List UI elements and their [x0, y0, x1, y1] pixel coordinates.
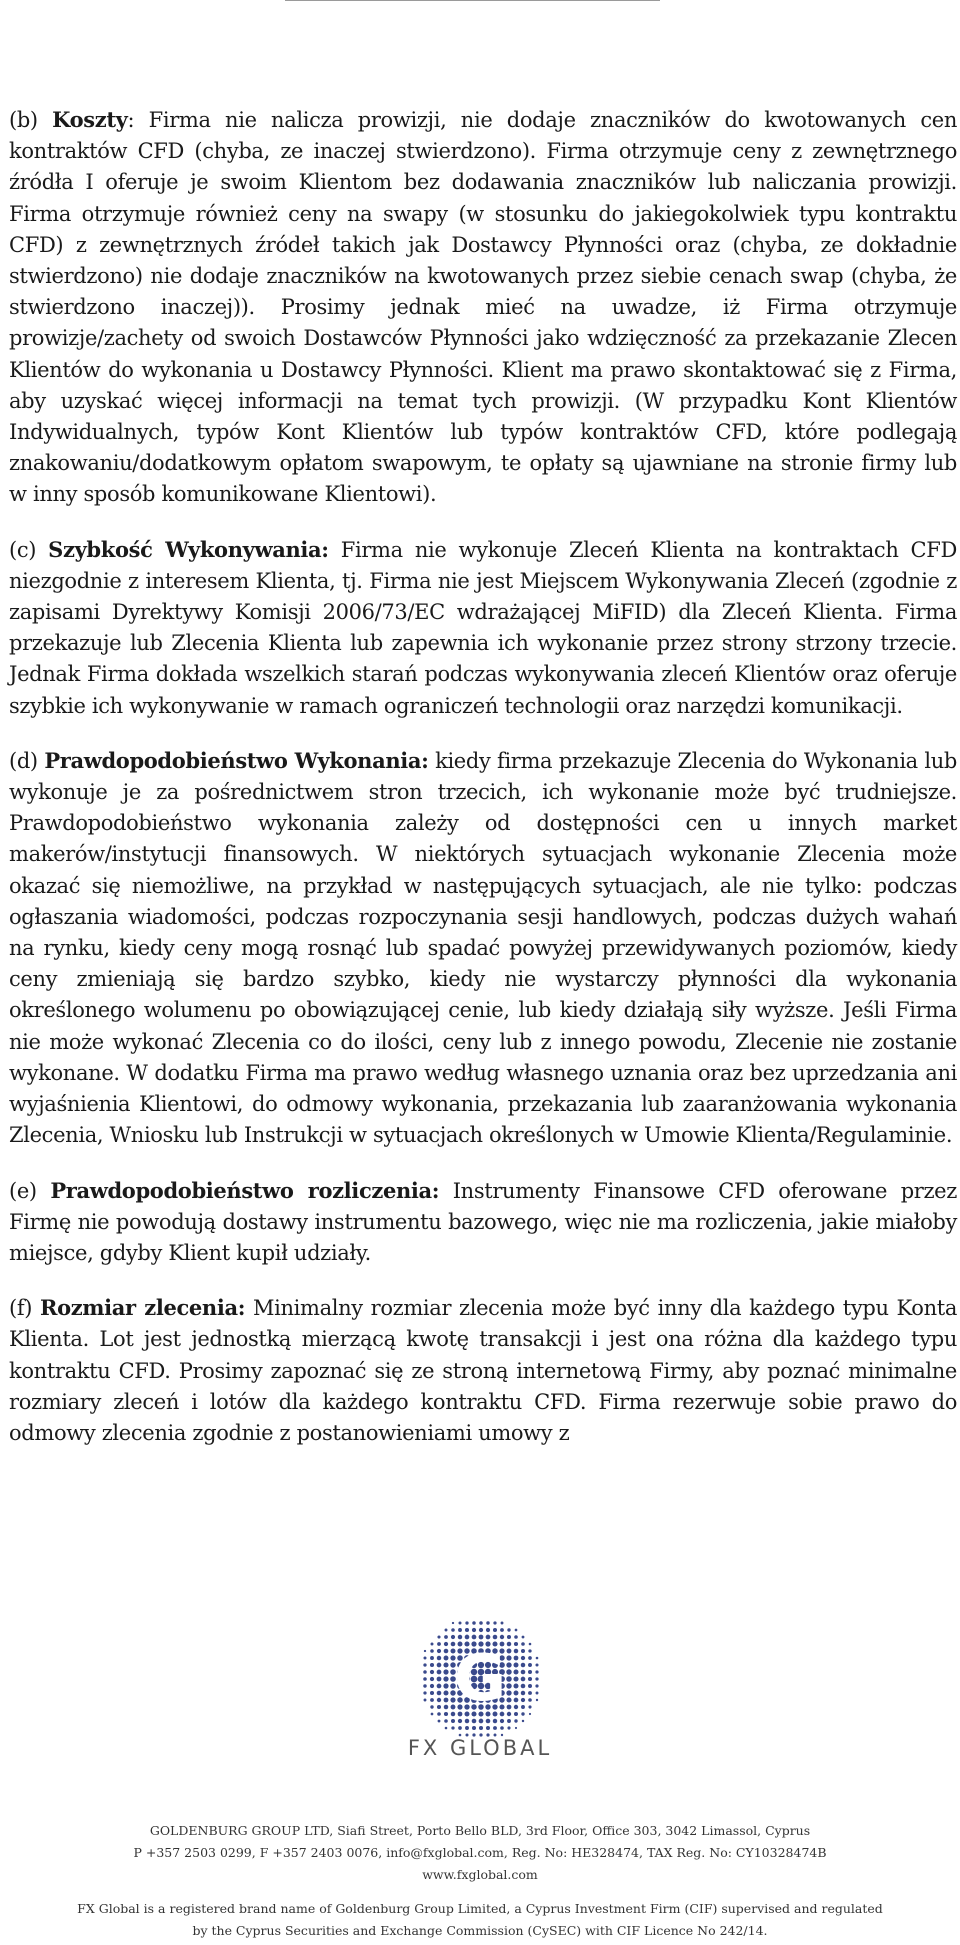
logo-dot: [486, 1628, 490, 1632]
logo-dot: [444, 1642, 448, 1646]
document-body: [9, 104, 957, 1472]
logo-dot: [506, 1683, 511, 1688]
logo-dot: [465, 1719, 470, 1724]
logo-dot: [507, 1649, 512, 1654]
logo-dot: [514, 1649, 519, 1654]
logo-dot: [430, 1698, 434, 1702]
footer-address: [0, 1820, 960, 1886]
logo-dot: [445, 1629, 448, 1632]
logo-dot: [430, 1677, 434, 1681]
logo-dot: [458, 1726, 462, 1730]
logo-dot: [521, 1656, 525, 1660]
logo-dot: [507, 1628, 510, 1631]
paragraph-text: kiedy firma przekazuje Zlecenia do Wykonania lub wykonuje je za pośrednictwem stron trzecich, ich wykonanie może być trudniejsze. Prawdopodobieństwo wykonania zależy od dostępności cen u innych market makerów/instytucji finansowych. W niektórych sytuacjach wykonanie Zlecenia może okazać się niemożliwe, na przykład w następujących sytuacjach, ale nie tylko: podczas ogłaszania wiadomości, podczas rozpoczynania sesji handlowych, podczas dużych wahań na rynku, kiedy ceny mogą rosnąć lub spadać powyżej przewidywanych poziomów, kiedy ceny zmieniają się bardzo szybko, kiedy nie wystarczy płynności dla wykonania określonego wolumenu po obowiązującej cenie, lub kiedy działają siły wyższe. Jeśli Firma nie może wykonać Zlecenia co do ilości, ceny lub z innego powodu, Zlecenie nie zostanie wykonane. W dodatku Firma ma prawo według własnego uznania oraz bez uprzedzania ani wyjaśnienia Klientowi, do odmowy wykonania, przekazania lub zaaranżowania wykonania Zlecenia, Wniosku lub Instrukcji w sytuacjach określonych w Umowie Klienta/Regulaminie.: [9, 748, 958, 1148]
paragraph-text: Instrumenty Finansowe CFD oferowane przez Firmę nie powodują dostawy instrumentu bazowego, więc nie ma rozliczenia, jakie miałoby miejsce, gdyby Klient kupił udziały.: [9, 1178, 957, 1265]
logo-dot: [507, 1705, 512, 1710]
logo-dot: [443, 1683, 448, 1688]
logo-dot: [486, 1635, 491, 1640]
logo-dot: [514, 1719, 517, 1722]
logo-dot: [486, 1719, 491, 1724]
logo-dot: [444, 1705, 449, 1710]
logo-dot: [506, 1676, 512, 1682]
logo-dot: [506, 1662, 511, 1667]
logo-dot: [437, 1691, 442, 1696]
logo-dot: [528, 1663, 532, 1667]
logo-dot: [514, 1691, 519, 1696]
logo-dot: [506, 1655, 511, 1660]
logo-dot: [437, 1670, 442, 1675]
footer-address-line: GOLDENBURG GROUP LTD, Siafi Street, Porto Bello BLD, 3rd Floor, Office 303, 3042 Limassol, Cyprus: [149, 1823, 811, 1838]
footer-regulatory-line: FX Global is a registered brand name of Goldenburg Group Limited, a Cyprus Investment Firm (CIF) supervised and regulated: [77, 1901, 883, 1916]
logo-dot: [528, 1649, 531, 1652]
paragraph-prefix: (e): [9, 1178, 51, 1203]
paragraph-heading: Rozmiar zlecenia:: [39, 1295, 246, 1321]
logo-dot: [452, 1622, 454, 1624]
logo-dot: [444, 1649, 449, 1654]
logo-dot: [431, 1713, 434, 1716]
logo-dot: [507, 1719, 511, 1723]
logo-dot: [521, 1691, 525, 1695]
logo-dot: [444, 1712, 448, 1716]
logo-dot: [423, 1663, 426, 1666]
logo-dot: [528, 1691, 532, 1695]
paragraph-execution-speed: [9, 534, 957, 722]
logo-dot: [528, 1698, 532, 1702]
logo-dot: [500, 1635, 504, 1639]
logo-dot: [528, 1656, 532, 1660]
logo-dot: [430, 1656, 434, 1660]
footer-regulatory: [0, 1898, 960, 1942]
logo-dot: [430, 1649, 434, 1653]
logo-dot: [437, 1663, 442, 1668]
logo-dot: [535, 1663, 538, 1666]
footer-contact-line: P +357 2503 0299, F +357 2403 0076, info@fxglobal.com, Reg. No: HE328474, TAX Reg. No: CY10328474B: [133, 1845, 827, 1860]
paragraph-prefix: (f): [9, 1296, 40, 1321]
logo-dot: [521, 1712, 524, 1715]
logo-dot: [431, 1643, 434, 1646]
logo-dot: [514, 1712, 518, 1716]
footer-website-link[interactable]: www.fxglobal.com: [422, 1867, 538, 1882]
logo-dot: [493, 1628, 497, 1632]
logo-dot: [472, 1621, 476, 1625]
paragraph-costs: [9, 104, 957, 511]
logo-dot: [515, 1727, 517, 1729]
logo-dot: [472, 1726, 476, 1730]
logo-dot: [430, 1691, 434, 1695]
logo-letter: G: [453, 1642, 507, 1716]
logo-dot: [437, 1712, 441, 1716]
logo-dot: [501, 1622, 504, 1625]
logo-dot: [465, 1726, 469, 1730]
logo-dot: [486, 1621, 489, 1624]
logo-dot: [451, 1635, 455, 1639]
logo-dot: [493, 1726, 497, 1730]
logo-dot: [479, 1726, 483, 1730]
paragraph-prefix: (b): [9, 108, 53, 132]
logo-dot: [493, 1719, 497, 1723]
paragraph-settlement-likelihood: [9, 1175, 957, 1270]
logo-dot: [513, 1669, 518, 1674]
logo-dot: [465, 1628, 469, 1632]
paragraph-order-size: [9, 1292, 957, 1449]
logo-dot: [513, 1676, 518, 1681]
paragraph-prefix: (c): [9, 537, 49, 562]
logo-dot: [521, 1705, 525, 1709]
logo-dot: [522, 1636, 525, 1639]
logo-dot: [458, 1719, 462, 1723]
logo-dot: [458, 1635, 462, 1639]
logo-dot: [423, 1677, 427, 1681]
logo-dot: [529, 1713, 531, 1715]
paragraph-heading: Prawdopodobieństwo rozliczenia:: [50, 1177, 440, 1203]
logo-dot: [472, 1635, 477, 1640]
logo-dot: [535, 1670, 538, 1673]
logo-dot: [465, 1621, 468, 1624]
logo-dot: [514, 1698, 519, 1703]
logo-dot: [514, 1635, 518, 1639]
logo-wordmark: FX GLOBAL: [407, 1736, 553, 1760]
logo-dot: [493, 1621, 496, 1624]
logo-dot: [430, 1663, 434, 1667]
logo-dot: [528, 1677, 532, 1681]
logo-dot: [536, 1699, 538, 1701]
logo-dot: [521, 1649, 525, 1653]
logo-dot: [514, 1705, 518, 1709]
logo-dot: [514, 1656, 519, 1661]
logo-dot: [514, 1663, 519, 1668]
logo-dot: [444, 1635, 448, 1639]
logo-dot: [500, 1628, 504, 1632]
logo-dot: [443, 1669, 448, 1674]
logo-dot: [521, 1684, 526, 1689]
logo-dot: [430, 1705, 433, 1708]
logo-dot: [438, 1720, 441, 1723]
logo-dot: [536, 1657, 539, 1660]
logo-dot: [423, 1684, 426, 1687]
logo-dot: [529, 1643, 532, 1646]
logo-dot: [424, 1650, 426, 1652]
logo-dot: [423, 1670, 427, 1674]
logo-dot: [465, 1635, 470, 1640]
paragraph-text: Minimalny rozmiar zlecenia może być inny dla każdego typu Konta Klienta. Lot jest jednostką mierzącą kwotę transakcji i jest ona różna dla każdego typu kontraktu CFD. Prosimy zapoznać się ze stroną internetową Firmy, aby poznać minimalne rozmiary zleceń i lotów dla każdego kontraktu CFD. Firma rezerwuje sobie prawo do odmowy zlecenia zgodnie z postanowieniami umowy z: [9, 1296, 958, 1445]
logo-dot: [506, 1697, 511, 1702]
logo-dot: [444, 1656, 449, 1661]
logo-dot: [493, 1635, 498, 1640]
logo-dot: [479, 1628, 483, 1632]
paragraph-prefix: (d): [9, 748, 45, 773]
logo-dot: [535, 1684, 538, 1687]
logo-dot: [451, 1628, 455, 1632]
logo-dot: [444, 1719, 448, 1723]
logo-dot: [458, 1628, 462, 1632]
logo-dot: [479, 1635, 484, 1640]
paragraph-heading: Koszty: [52, 107, 128, 132]
paragraph-heading: Szybkość Wykonywania:: [48, 536, 329, 562]
logo-dot: [528, 1670, 532, 1674]
logo-dot: [521, 1663, 526, 1668]
logo-dot: [521, 1677, 526, 1682]
logo-dot: [514, 1642, 518, 1646]
logo-dot: [507, 1712, 511, 1716]
logo-dot: [521, 1698, 525, 1702]
logo-dot: [443, 1676, 448, 1681]
logo-dot: [443, 1690, 448, 1695]
logo-dot: [500, 1726, 504, 1730]
logo-dot: [479, 1621, 483, 1625]
logo-dot: [528, 1684, 532, 1688]
logo-dot: [513, 1683, 518, 1688]
logo-dot: [437, 1684, 442, 1689]
logo-dot: [423, 1656, 426, 1659]
logo-dot: [528, 1705, 531, 1708]
logo-dot: [472, 1628, 476, 1632]
logo-dot: [437, 1656, 441, 1660]
logo-dot: [536, 1692, 539, 1695]
logo-dot: [430, 1670, 434, 1674]
logo-dot: [437, 1705, 441, 1709]
paragraph-text: : Firma nie nalicza prowizji, nie dodaje znaczników do kwotowanych cen kontraktów CFD (chyba, ze inaczej stwierdzono). Firma otrzymuje ceny z zewnętrznego źródła I oferuje je swoim Klientom bez dodawania znaczników lub naliczania prowizji. Firma otrzymuje również ceny na swapy (w stosunku do jakiegokolwiek typu kontraktu CFD) z zewnętrznych źródeł takich jak Dostawcy Płynności oraz (chyba, ze dokładnie stwierdzono) nie dodaje znaczników na kwotowanych przez siebie cenach swap (chyba, że stwierdzono inaczej)). Prosimy jednak mieć na uwadze, iż Firma otrzymuje prowizje/zachety od swoich Dostawców Płynności jako wdzięczność za przekazanie Zlecen Klientów do wykonania u Dostawcy Płynności. Klient ma prawo skontaktować się z Firma, aby uzyskać więcej informacji na temat tych prowizji. (W przypadku Kont Klientów Indywidualnych, typów Kont Klientów lub typów kontraktów CFD, które podlegają znakowaniu/dodatkowym opłatom swapowym, te opłaty są ujawniane na stronie firmy lub w inny sposób komunikowane Klientowi).: [9, 108, 958, 507]
logo-dot: [521, 1670, 526, 1675]
logo-dot: [430, 1684, 434, 1688]
logo-dot: [437, 1649, 441, 1653]
logo-dot: [451, 1719, 455, 1723]
top-divider: [285, 0, 660, 1]
logo-dot: [423, 1691, 426, 1694]
logo-dot: [443, 1662, 448, 1667]
footer-regulatory-line: by the Cyprus Securities and Exchange Commission (CySEC) with CIF Licence No 242/14.: [192, 1923, 768, 1938]
logo-dot: [500, 1719, 504, 1723]
logo-dot: [472, 1719, 477, 1724]
logo-dot: [522, 1720, 524, 1722]
paragraph-execution-likelihood: [9, 745, 957, 1152]
logo-dot: [479, 1719, 484, 1724]
logo-dot: [506, 1669, 511, 1674]
logo-dot: [445, 1727, 448, 1730]
logo-dot: [521, 1642, 525, 1646]
logo-dot: [437, 1698, 441, 1702]
logo-dot: [444, 1698, 449, 1703]
logo-dot: [507, 1635, 511, 1639]
logo-dot: [437, 1635, 440, 1638]
logo-dot: [437, 1677, 442, 1682]
logo-dot: [424, 1699, 427, 1702]
logo-dot: [507, 1642, 512, 1647]
logo-dot: [451, 1726, 454, 1729]
logo-dot: [535, 1677, 538, 1680]
logo-dot: [507, 1726, 510, 1729]
logo-dot: [458, 1621, 461, 1624]
logo-dot: [515, 1629, 518, 1632]
paragraph-heading: Prawdopodobieństwo Wykonania:: [44, 747, 429, 773]
logo-dot: [506, 1690, 511, 1695]
logo-dot: [437, 1642, 441, 1646]
paragraph-text: Firma nie wykonuje Zleceń Klienta na kontraktach CFD niezgodnie z interesem Klienta, tj. Firma nie jest Miejscem Wykonywania Zleceń (zgodnie z zapisami Dyrektywy Komisji 2006/73/EC wdrażającej MiFID) dla Zleceń Klienta. Firma przekazuje lub Zlecenia Klienta lub zapewnia ich wykonanie przez strony strzony trzecie. Jednak Firma dokłada wszelkich starań podczas wykonywania zleceń Klientów oraz oferuje szybkie ich wykonywanie w ramach ograniczeń technologii oraz narzędzi komunikacji.: [9, 537, 957, 718]
logo-dot: [486, 1726, 490, 1730]
